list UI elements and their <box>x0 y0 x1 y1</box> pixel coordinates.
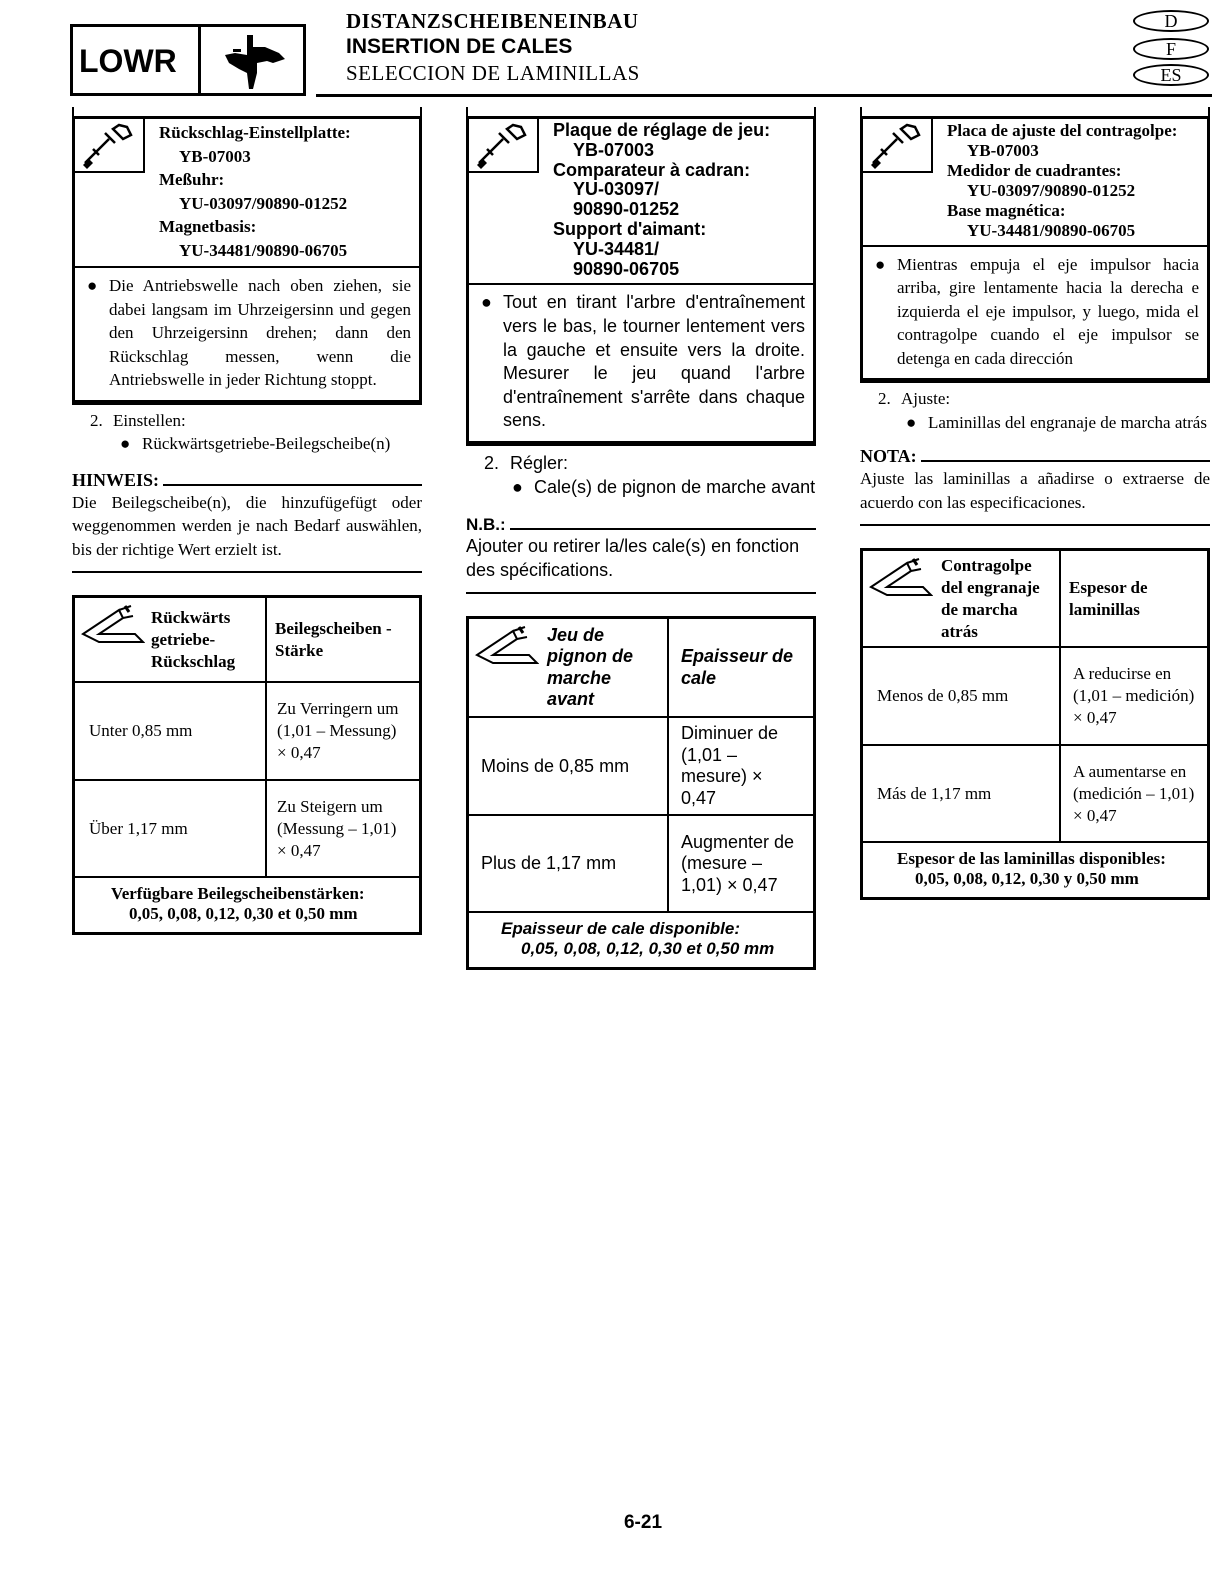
tool-code: YU-03097/90890-01252 <box>179 193 348 213</box>
box-tick <box>420 107 422 119</box>
note-end-rule <box>72 571 422 573</box>
page-number: 6-21 <box>623 1512 663 1533</box>
spec-head-measure <box>863 551 1060 647</box>
tool-name: Magnetbasis: <box>159 217 257 236</box>
lower-unit-icon <box>213 33 293 91</box>
step-item: ● Laminillas del engranaje de marcha atrás <box>906 411 1210 435</box>
tool-box-de <box>72 116 422 403</box>
note-text: Ajouter ou retirer la/les cale(s) en fonction des spécifications. <box>466 536 800 580</box>
note-title: NOTA: <box>860 446 917 467</box>
box-tick <box>466 107 468 119</box>
spec-head-col1: Jeu de pignon de marche avant <box>547 624 633 710</box>
column-fr <box>466 112 816 970</box>
step-number: 2. <box>878 389 891 409</box>
spec-head-col2: Beilegscheiben -Stärke <box>266 598 419 682</box>
spec-cell-shim: Zu Steigern um (Messung – 1,01) × 0,47 <box>266 780 419 876</box>
page-title-block <box>346 8 846 86</box>
language-badge-fr: F <box>1133 38 1209 60</box>
spec-row <box>75 780 419 876</box>
tool-code: YU-34481/ <box>573 238 660 259</box>
spec-cell-shim: Augmenter de (mesure – 1,01) × 0,47 <box>668 815 813 911</box>
divider <box>860 381 1210 383</box>
available-shims-title: Verfügbare Beilegscheibenstärken: <box>111 884 365 903</box>
divider <box>466 444 816 446</box>
measuring-tool-icon <box>473 625 539 675</box>
spec-footer-fr <box>469 911 813 967</box>
tool-code: YB-07003 <box>967 141 1039 160</box>
spec-head-col2: Epaisseur de cale <box>668 619 813 717</box>
tool-code: YB-07003 <box>573 139 655 160</box>
spec-cell-shim: Diminuer de (1,01 – mesure) × 0,47 <box>668 717 813 815</box>
tool-code: YB-07003 <box>179 146 251 166</box>
tool-name: Support d'aimant: <box>553 218 707 239</box>
spec-cell-shim: A reducirse en (1,01 – medición) × 0,47 <box>1060 647 1207 745</box>
step-instruction: ● Mientras empuja el eje impulsor hacia arriba, gire lentamente hacia la derecha e izquierda el eje impulsor, y luego, mida el contragolpe cuando el eje impulsor se detenga en cada dirección <box>875 253 1199 370</box>
tool-name: Rückschlag-Einstellplatte: <box>159 123 351 142</box>
spec-cell-range: Über 1,17 mm <box>75 780 266 876</box>
note-rule <box>163 484 422 486</box>
box-tick <box>860 107 862 119</box>
tool-code: 90890-06705 <box>573 258 680 279</box>
spec-cell-range: Plus de 1,17 mm <box>469 815 668 911</box>
note-title: N.B.: <box>466 515 506 535</box>
spec-head-col2: Espesor de laminillas <box>1060 551 1207 647</box>
tool-name: Comparateur à cadran: <box>553 159 751 180</box>
box-tick <box>1208 107 1210 119</box>
language-badge-es: ES <box>1133 64 1209 86</box>
spec-head-col1: Contragolpe del engranaje de marcha atrás <box>941 555 1040 641</box>
spec-table-fr <box>466 616 816 970</box>
step-instruction: ● Tout en tirant l'arbre d'entraînement vers le bas, le tourner lentement vers la gauche et ensuite vers la droite. Mesurer le jeu quand l'arbre d'entraînement s'arrête dans chaque sens. <box>481 291 805 433</box>
step-label: Ajuste: <box>901 389 951 409</box>
measuring-tool-icon <box>79 604 145 654</box>
spec-head-measure <box>75 598 266 682</box>
available-shims-values: 0,05, 0,08, 0,12, 0,30 et 0,50 mm <box>521 939 775 959</box>
tool-list-fr <box>469 119 813 285</box>
tool-box-es <box>860 116 1210 381</box>
tool-name: Plaque de réglage de jeu: <box>553 120 771 140</box>
special-tool-icon <box>469 119 539 173</box>
spec-cell-range: Más de 1,17 mm <box>863 745 1060 841</box>
page-title-de: DISTANZSCHEIBENEINBAU <box>346 9 639 33</box>
box-tick <box>72 107 74 119</box>
step-number: 2. <box>484 452 500 473</box>
step-2-de <box>72 409 422 456</box>
spec-footer-es <box>863 841 1207 897</box>
spec-row <box>75 682 419 780</box>
language-badge-de: D <box>1133 10 1209 32</box>
spec-row <box>863 647 1207 745</box>
tool-box-fr <box>466 116 816 444</box>
column-es <box>860 112 1210 900</box>
note-text: Ajuste las laminillas a añadirse o extraerse de acuerdo con las especificaciones. <box>860 469 1210 512</box>
section-tag <box>70 24 306 96</box>
special-tool-icon <box>75 119 145 173</box>
step-number: 2. <box>90 410 103 430</box>
spec-cell-shim: A aumentarse en (medición – 1,01) × 0,47 <box>1060 745 1207 841</box>
step-2-es <box>860 387 1210 434</box>
spec-row <box>863 745 1207 841</box>
tool-list-es <box>863 119 1207 247</box>
note-heading-fr <box>466 515 816 535</box>
spec-footer-de <box>75 876 419 932</box>
special-tool-icon <box>863 119 933 173</box>
step-item: ● Rückwärtsgetriebe-Beilegscheibe(n) <box>120 432 422 456</box>
note-heading-es <box>860 446 1210 467</box>
spec-row <box>469 815 813 911</box>
section-code: LOWR <box>79 43 177 79</box>
tool-code: YU-03097/ <box>573 179 660 200</box>
available-shims-title: Espesor de las laminillas disponibles: <box>897 849 1166 869</box>
tool-code: 90890-01252 <box>573 199 680 220</box>
tool-code: YU-34481/90890-06705 <box>967 221 1136 240</box>
step-label: Einstellen: <box>113 410 186 430</box>
tool-code: YU-03097/90890-01252 <box>967 181 1136 200</box>
spec-cell-shim: Zu Verringern um (1,01 – Messung) × 0,47 <box>266 682 419 780</box>
step-2-fr <box>466 452 816 499</box>
note-rule <box>921 460 1210 462</box>
spec-cell-range: Unter 0,85 mm <box>75 682 266 780</box>
note-end-rule <box>860 524 1210 526</box>
tool-name: Placa de ajuste del contragolpe: <box>947 121 1178 140</box>
spec-cell-range: Menos de 0,85 mm <box>863 647 1060 745</box>
box-tick <box>814 107 816 119</box>
tool-name: Meßuhr: <box>159 170 225 189</box>
column-de <box>72 112 422 935</box>
step-item: ● Cale(s) de pignon de marche avant <box>512 476 816 500</box>
divider <box>72 403 422 405</box>
tool-code: YU-34481/90890-06705 <box>179 240 348 260</box>
spec-table-de <box>72 595 422 935</box>
spec-head-col1: Rückwärts getriebe-Rückschlag <box>151 607 236 671</box>
spec-cell-range: Moins de 0,85 mm <box>469 717 668 815</box>
available-shims-title: Epaisseur de cale disponible: <box>501 919 741 939</box>
page-title-es: SELECCION DE LAMINILLAS <box>346 61 640 85</box>
spec-table-es <box>860 548 1210 900</box>
section-tag-divider <box>198 27 201 93</box>
note-rule <box>510 528 816 530</box>
step-instruction: ● Die Antriebswelle nach oben ziehen, sie dabei langsam im Uhrzeigersinn und gegen den Uhrzeigersinn drehen; dann den Rückschlag messen, wenn die Antriebswelle in jeder Richtung stoppt. <box>87 274 411 392</box>
step-label: Régler: <box>510 452 569 473</box>
tool-list-de <box>75 119 419 268</box>
header-rule <box>316 94 1212 97</box>
available-shims-values: 0,05, 0,08, 0,12, 0,30 et 0,50 mm <box>129 904 358 923</box>
note-heading-de <box>72 470 422 491</box>
available-shims-values: 0,05, 0,08, 0,12, 0,30 y 0,50 mm <box>915 869 1139 889</box>
note-text: Die Beilegscheibe(n), die hinzufügefügt oder weggenommen werden je nach Bedarf auswählen, bis der richtige Wert erzielt ist. <box>72 492 422 559</box>
measuring-tool-icon <box>867 557 933 607</box>
note-title: HINWEIS: <box>72 469 160 490</box>
spec-row <box>469 717 813 815</box>
tool-name: Base magnética: <box>947 201 1066 220</box>
page-title-fr: INSERTION DE CALES <box>346 35 573 58</box>
note-end-rule <box>466 592 816 594</box>
tool-name: Medidor de cuadrantes: <box>947 161 1122 180</box>
spec-head-measure <box>469 619 668 717</box>
